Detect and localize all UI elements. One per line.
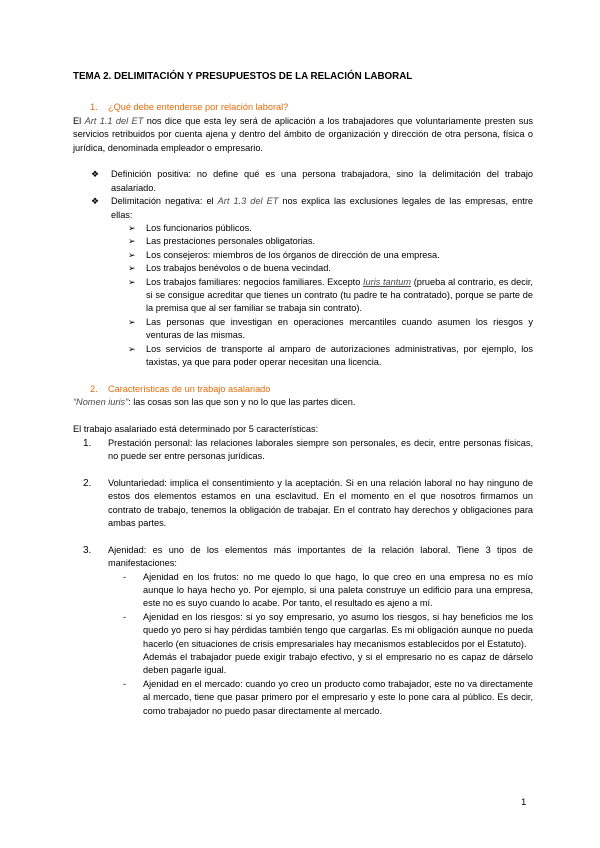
exclusion-item xyxy=(111,222,533,235)
characteristic-item xyxy=(73,437,533,464)
arrow-bullet-icon: ➢ xyxy=(128,343,136,354)
nomen-iuris-text: : las cosas son las que son y no lo que las partes dicen. xyxy=(128,397,356,408)
ajenidad-list-continued xyxy=(73,678,533,718)
ajenidad-item xyxy=(108,571,533,611)
characteristic-item xyxy=(73,477,533,531)
exclusion-item xyxy=(111,249,533,262)
ajenidad-extra-note: Además el trabajador puede exigir trabajo efectivo, y si el empresario no es capaz de dárselo deben pagarle igual. xyxy=(143,651,533,676)
negative-text-end: nos explica las exclusiones legales de las empresas, entre ellas: xyxy=(111,196,534,220)
characteristic-item xyxy=(73,544,533,571)
item-number: 3. xyxy=(83,544,92,556)
page-content xyxy=(73,70,533,718)
exclusion-text: Los consejeros: miembros de los órganos de dirección de una empresa. xyxy=(146,249,440,260)
ajenidad-text: Ajenidad en los riesgos: si yo soy empresario, yo asumo los riesgos, si hay beneficios me los quedo yo pero si hay pérdidas también tengo que cargarlas. Es mi obligación aunque no pueda hacerlo (en situaciones de crisis empresariales hay mecanismos establecidos por el Estatuto). xyxy=(143,611,533,649)
arrow-bullet-icon: ➢ xyxy=(128,263,136,274)
section-1-number: 1. xyxy=(90,102,98,113)
exclusion-text: Los trabajos benévolos o de buena vecindad. xyxy=(146,263,331,274)
exclusion-item xyxy=(111,276,533,316)
characteristics-lead: El trabajo asalariado está determinado por 5 características: xyxy=(73,424,319,435)
characteristic-text: Prestación personal: las relaciones laborales siempre son personales, es decir, entre personas físicas, no puede ser entre personas jurídicas. xyxy=(108,437,533,461)
negative-text-start: Delimitación negativa: el xyxy=(111,196,218,207)
section-2-heading-text: Características de un trabajo asalariado xyxy=(108,383,271,394)
exclusion-item xyxy=(111,262,533,275)
arrow-bullet-icon: ➢ xyxy=(128,316,136,327)
ajenidad-list xyxy=(73,571,533,651)
diamond-bullet-icon: ❖ xyxy=(91,196,100,207)
section-1-heading-text: ¿Qué debe entenderse por relación laboral? xyxy=(108,102,289,113)
ajenidad-item xyxy=(108,678,533,718)
intro-text-start: El xyxy=(73,115,85,126)
document-title: TEMA 2. DELIMITACIÓN Y PRESUPUESTOS DE LA RELACIÓN LABORAL xyxy=(73,71,413,82)
exclusion-text xyxy=(146,276,533,316)
ajenidad-text: Ajenidad en el mercado: cuando yo creo un producto como trabajador, este no va directamente al mercado, tiene que pasar primero por el empresario y este lo pone cara al público. Es decir, como trabajador no puedo pasar directamente al mercado. xyxy=(143,678,533,716)
section-1-intro xyxy=(73,115,533,155)
arrow-bullet-icon: ➢ xyxy=(128,223,136,234)
exclusion-text-end: (prueba al contrario, es decir, si se consigue acreditar que tienes un contrato (tu padre te ha contratado), porque se parte de la premisa que al ser familiar se trabaja sin contrato). xyxy=(146,276,533,314)
positive-definition-text: Definición positiva: no define qué es una persona trabajadora, sino la delimitación del trabajo asalariado. xyxy=(111,169,533,193)
section-1-heading xyxy=(90,101,533,114)
exclusions-list xyxy=(73,222,533,369)
nomen-iuris-term: “Nomen iuris” xyxy=(73,397,129,408)
exclusion-item xyxy=(111,343,533,370)
intro-text-end: nos dice que esta ley será de aplicación a los trabajadores que voluntariamente presten sus servicios retribuidos por cuenta ajena y dentro del ámbito de organización y dirección de otra persona, física o jurídica, denominada empleador o empresario. xyxy=(73,115,533,153)
dash-bullet-icon: - xyxy=(123,611,127,622)
negative-definition-item xyxy=(73,195,533,222)
exclusion-text: Las prestaciones personales obligatorias. xyxy=(146,236,316,247)
arrow-bullet-icon: ➢ xyxy=(128,276,136,287)
arrow-bullet-icon: ➢ xyxy=(128,249,136,260)
nomen-iuris-line xyxy=(73,396,533,409)
dash-bullet-icon: - xyxy=(123,571,127,582)
section-2-heading xyxy=(90,383,533,396)
negative-law-reference: Art 1.3 del ET xyxy=(217,196,279,207)
negative-definition-text xyxy=(111,195,533,222)
exclusion-text: Los servicios de transporte al amparo de autorizaciones administrativas, por ejemplo, los taxistas, ya que para poder operar necesitan una licencia. xyxy=(146,343,533,368)
item-number: 1. xyxy=(83,437,92,449)
diamond-bullet-icon: ❖ xyxy=(91,169,100,180)
exclusion-text: Las personas que investigan en operaciones mercantiles cuando asumen los riesgos y venturas de las mismas. xyxy=(146,316,533,341)
page-number: 1 xyxy=(521,797,527,808)
positive-definition-item xyxy=(73,168,533,195)
exclusion-text: Los funcionarios públicos. xyxy=(146,223,252,234)
ajenidad-item xyxy=(108,611,533,651)
arrow-bullet-icon: ➢ xyxy=(128,236,136,247)
characteristic-text: Ajenidad: es uno de los elementos más importantes de la relación laboral. Tiene 3 tipos de manifestaciones: xyxy=(108,544,533,569)
exclusion-item xyxy=(111,316,533,343)
section-2-number: 2. xyxy=(90,383,98,394)
dash-bullet-icon: - xyxy=(123,678,127,689)
exclusion-item xyxy=(111,235,533,248)
intro-law-reference: Art 1.1 del ET xyxy=(84,115,144,126)
iuris-tantum-term: Iuris tantum xyxy=(362,276,412,287)
characteristic-text: Voluntariedad: implica el consentimiento y la aceptación. Si en una relación laboral no hay ninguno de estos dos elementos estamos en una esclavitud. En el momento en el que nosotros firmamos un contrato de trabajo, tenemos la obligación de trabajar. En el contrato hay derechos y obligaciones para ambas partes. xyxy=(108,477,533,528)
exclusion-text-start: Los trabajos familiares: negocios familiares. Excepto xyxy=(146,276,363,287)
item-number: 2. xyxy=(83,477,92,489)
ajenidad-text: Ajenidad en los frutos: no me quedo lo que hago, lo que creo en una empresa no es mío aunque lo haya hecho yo. Por ejemplo, si una paleta construye un edificio para una empresa, este no es suyo cuando lo acabe. Por tanto, el resultado es ajeno a mí. xyxy=(143,571,533,609)
